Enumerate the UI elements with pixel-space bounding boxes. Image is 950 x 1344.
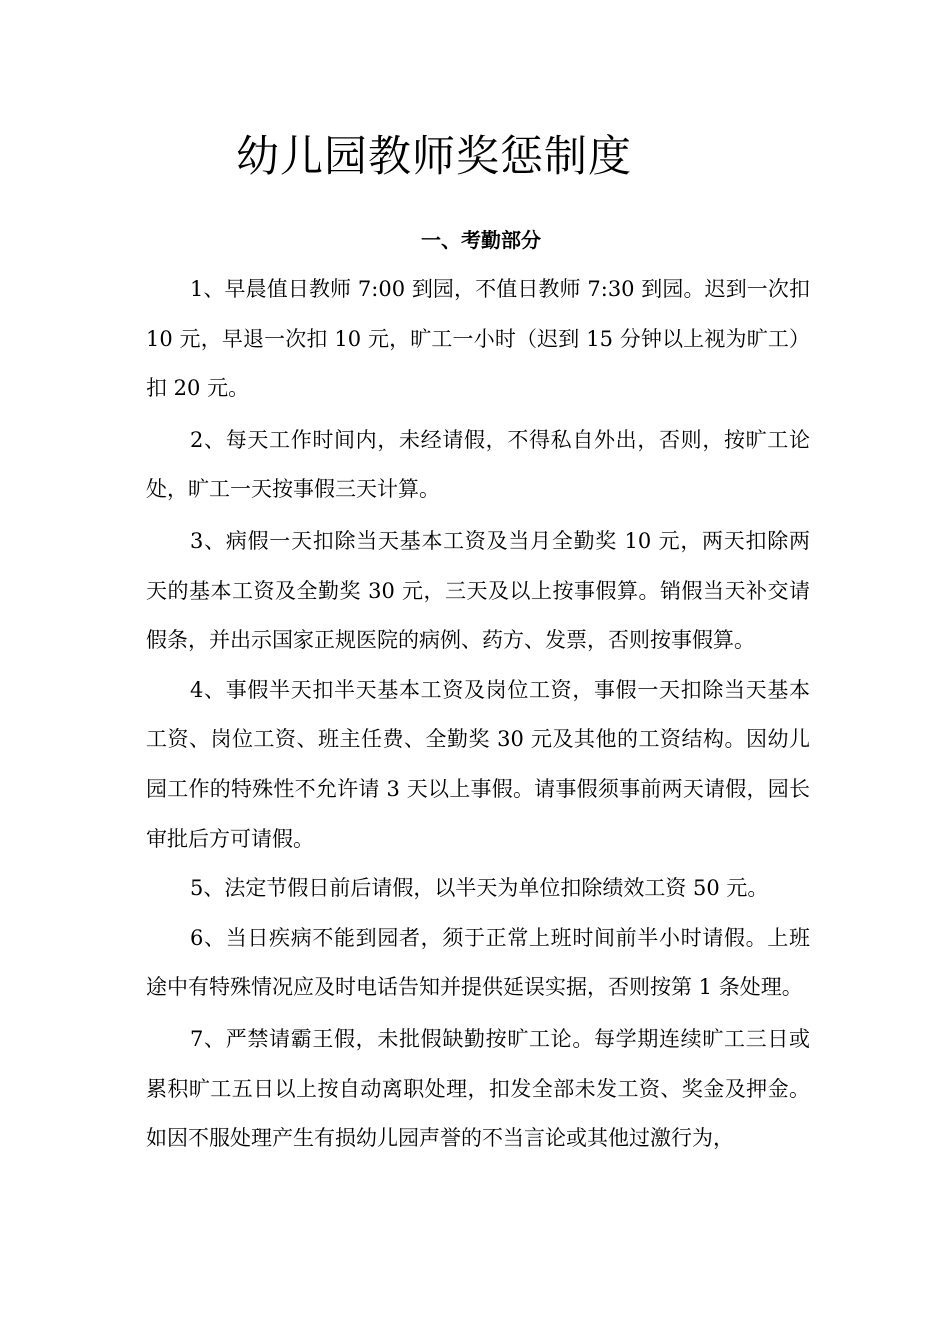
section-heading: 一、考勤部分 [421, 228, 541, 252]
paragraph-2: 2、每天工作时间内，未经请假，不得私自外出，否则，按旷工论处，旷工一天按事假三天计算。 [146, 427, 810, 502]
document-body [146, 265, 810, 1164]
paragraph-1: 1、早晨值日教师 7:00 到园，不值日教师 7:30 到园。迟到一次扣 10 元，早退一次扣 10 元，旷工一小时（迟到 15 分钟以上视为旷工）扣 20 元。 [146, 277, 810, 401]
document-title: 幼儿园教师奖惩制度 [236, 132, 632, 182]
paragraph-7: 7、严禁请霸王假，未批假缺勤按旷工论。每学期连续旷工三日或累积旷工五日以上按自动离职处理，扣发全部未发工资、奖金及押金。如因不服处理产生有损幼儿园声誉的不当言论或其他过激行为， [146, 1026, 810, 1151]
paragraph-6: 6、当日疾病不能到园者，须于正常上班时间前半小时请假。上班途中有特殊情况应及时电话告知并提供延误实据，否则按第 1 条处理。 [146, 925, 810, 1000]
paragraph-4: 4、事假半天扣半天基本工资及岗位工资，事假一天扣除当天基本工资、岗位工资、班主任费、全勤奖 30 元及其他的工资结构。因幼儿园工作的特殊性不允许请 3 天以上事假。请事假须事前两天请假，园长审批后方可请假。 [146, 677, 810, 851]
paragraph-3: 3、病假一天扣除当天基本工资及当月全勤奖 10 元，两天扣除两天的基本工资及全勤奖 30 元，三天及以上按事假算。销假当天补交请假条，并出示国家正规医院的病例、药方、发票，否则按事假算。 [146, 528, 810, 653]
paragraph-5: 5、法定节假日前后请假，以半天为单位扣除绩效工资 50 元。 [190, 876, 769, 901]
